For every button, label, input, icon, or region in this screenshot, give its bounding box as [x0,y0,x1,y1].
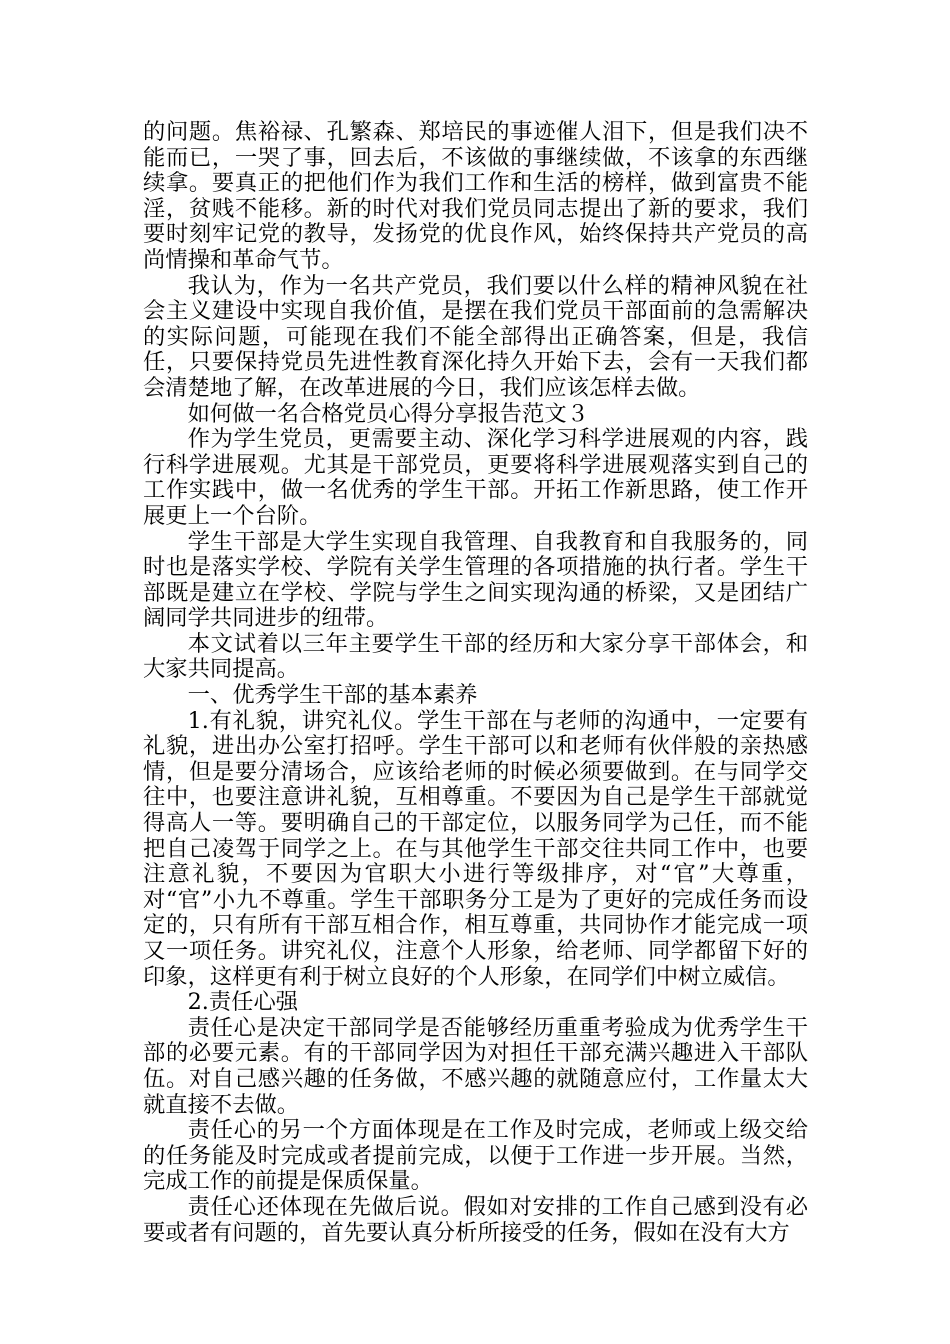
paragraph: 作为学生党员，更需要主动、深化学习科学进展观的内容，践行科学进展观。尤其是干部党员，更要将科学进展观落实到自己的工作实践中，做一名优秀的学生干部。开拓工作新思路，使工作开展更上一个台阶。 [143,426,808,529]
paragraph: 责任心是决定干部同学是否能够经历重重考验成为优秀学生干部的必要元素。有的干部同学因为对担任干部充满兴趣进入干部队伍。对自己感兴趣的任务做，不感兴趣的就随意应付，工作量太大就直接不去做。 [143,1014,808,1118]
document-page [143,120,808,1246]
section-heading: 如何做一名合格党员心得分享报告范文３ [187,400,589,427]
paragraph: 学生干部是大学生实现自我管理、自我教育和自我服务的，同时也是落实学校、学院有关学生管理的各项措施的执行者。学生干部既是建立在学校、学院与学生之间实现沟通的桥梁，又是团结广阔同学共同进步的纽带。 [143,528,808,632]
paragraph: 1.有礼貌，讲究礼仪。学生干部在与老师的沟通中，一定要有礼貌，进出办公室打招呼。学生干部可以和老师有伙伴般的亲热感情，但是要分清场合，应该给老师的时候必须要做到。在与同学交往中，也要注意讲礼貌，互相尊重。不要因为自己是学生干部就觉得高人一等。要明确自己的干部定位，以服务同学为己任，而不能把自己凌驾于同学之上。在与其他学生干部交往共同工作中，也要注意礼貌，不要因为官职大小进行等级排序，对“官”大尊重，对“官”小九不尊重。学生干部职务分工是为了更好的完成任务而设定的，只有所有干部互相合作，相互尊重，共同协作才能完成一项又一项任务。讲究礼仪，注意个人形象，给老师、同学都留下好的印象，这样更有利于树立良好的个人形象，在同学们中树立威信。 [143,707,808,990]
paragraph: 本文试着以三年主要学生干部的经历和大家分享干部体会，和大家共同提高。 [143,630,808,683]
subsection-heading: 2.责任心强 [187,989,299,1016]
section-heading: 一、优秀学生干部的基本素养 [187,682,478,709]
paragraph: 责任心还体现在先做后说。假如对安排的工作自己感到没有必要或者有问题的，首先要认真分析所接受的任务，假如在没有大方 [143,1193,808,1246]
paragraph: 我认为，作为一名共产党员，我们要以什么样的精神风貌在社会主义建设中实现自我价值，是摆在我们党员干部面前的急需解决的实际问题，可能现在我们不能全部得出正确答案，但是，我信任，只要保持党员先进性教育深化持久开始下去，会有一天我们都会清楚地了解，在改革进展的今日，我们应该怎样去做。 [143,272,808,401]
paragraph: 责任心的另一个方面体现是在工作及时完成，老师或上级交给的任务能及时完成或者提前完成，以便于工作进一步开展。当然，完成工作的前提是保质保量。 [143,1117,808,1195]
paragraph-continuation: 的问题。焦裕禄、孔繁森、郑培民的事迹催人泪下，但是我们决不能而已，一哭了事，回去后，不该做的事继续做，不该拿的东西继续拿。要真正的把他们作为我们工作和生活的榜样，做到富贵不能淫，贫贱不能移。新的时代对我们党员同志提出了新的要求，我们要时刻牢记党的教导，发扬党的优良作风，始终保持共产党员的高尚情操和革命气节。 [143,119,808,273]
